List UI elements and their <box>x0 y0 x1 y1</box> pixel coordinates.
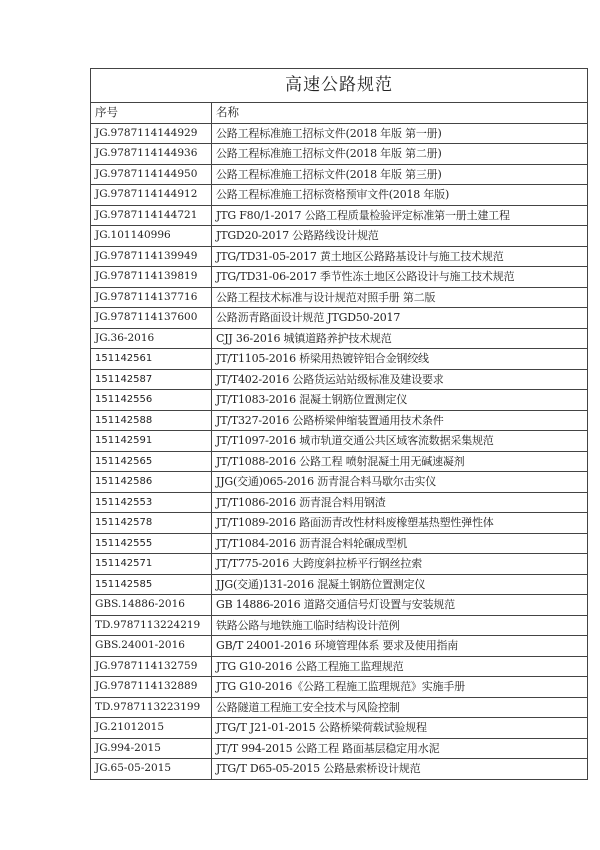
row-name: JT/T1083-2016 混凝土钢筋位置测定仪 <box>212 390 588 411</box>
standards-table-sheet <box>90 68 587 780</box>
row-name: JTG/T D65-05-2015 公路悬索桥设计规范 <box>212 759 588 780</box>
table-row <box>91 185 588 206</box>
row-name: JTG G10-2016《公路工程施工监理规范》实施手册 <box>212 677 588 698</box>
row-name: CJJ 36-2016 城镇道路养护技术规范 <box>212 328 588 349</box>
table-row <box>91 349 588 370</box>
table-row <box>91 308 588 329</box>
row-code: 151142561 <box>91 349 212 370</box>
table-row <box>91 287 588 308</box>
row-code: 151142571 <box>91 554 212 575</box>
table-row <box>91 759 588 780</box>
row-name: JTG G10-2016 公路工程施工监理规范 <box>212 656 588 677</box>
row-code: JG.9787114144936 <box>91 144 212 165</box>
table-row <box>91 697 588 718</box>
table-row <box>91 451 588 472</box>
row-name: JJG(交通)131-2016 混凝土钢筋位置测定仪 <box>212 574 588 595</box>
row-name: 公路隧道工程施工安全技术与风险控制 <box>212 697 588 718</box>
table-title: 高速公路规范 <box>91 69 588 103</box>
row-name: JT/T1097-2016 城市轨道交通公共区域客流数据采集规范 <box>212 431 588 452</box>
row-code: JG.994-2015 <box>91 738 212 759</box>
table-row <box>91 164 588 185</box>
row-name: JT/T1089-2016 路面沥青改性材料废橡塑基热塑性弹性体 <box>212 513 588 534</box>
table-body <box>91 123 588 779</box>
row-code: JG.9787114137716 <box>91 287 212 308</box>
row-name: JT/T 994-2015 公路工程 路面基层稳定用水泥 <box>212 738 588 759</box>
row-code: JG.9787114144950 <box>91 164 212 185</box>
row-name: JTG/T J21-01-2015 公路桥梁荷载试验规程 <box>212 718 588 739</box>
row-name: JT/T775-2016 大跨度斜拉桥平行钢丝拉索 <box>212 554 588 575</box>
row-name: JJG(交通)065-2016 沥青混合料马歇尔击实仪 <box>212 472 588 493</box>
header-row <box>91 103 588 124</box>
table-row <box>91 513 588 534</box>
row-code: 151142586 <box>91 472 212 493</box>
row-name: JT/T327-2016 公路桥梁伸缩装置通用技术条件 <box>212 410 588 431</box>
row-code: GBS.24001-2016 <box>91 636 212 657</box>
row-code: 151142553 <box>91 492 212 513</box>
table-row <box>91 472 588 493</box>
table-row <box>91 554 588 575</box>
row-code: JG.36-2016 <box>91 328 212 349</box>
row-code: JG.9787114132759 <box>91 656 212 677</box>
row-code: 151142588 <box>91 410 212 431</box>
row-name: GB 14886-2016 道路交通信号灯设置与安装规范 <box>212 595 588 616</box>
table-row <box>91 533 588 554</box>
table-row <box>91 226 588 247</box>
row-name: JTG/TD31-05-2017 黄土地区公路路基设计与施工技术规范 <box>212 246 588 267</box>
row-code: 151142591 <box>91 431 212 452</box>
row-name: JT/T1086-2016 沥青混合料用钢渣 <box>212 492 588 513</box>
standards-table <box>90 68 588 780</box>
row-code: 151142587 <box>91 369 212 390</box>
table-row <box>91 369 588 390</box>
table-row <box>91 595 588 616</box>
row-code: JG.21012015 <box>91 718 212 739</box>
table-row <box>91 246 588 267</box>
row-name: JT/T1105-2016 桥梁用热镀锌铝合金钢绞线 <box>212 349 588 370</box>
row-code: TD.9787113223199 <box>91 697 212 718</box>
row-code: 151142578 <box>91 513 212 534</box>
table-row <box>91 390 588 411</box>
row-name: JTG/TD31-06-2017 季节性冻土地区公路设计与施工技术规范 <box>212 267 588 288</box>
row-code: JG.65-05-2015 <box>91 759 212 780</box>
row-name: GB/T 24001-2016 环境管理体系 要求及使用指南 <box>212 636 588 657</box>
table-row <box>91 205 588 226</box>
row-code: 151142585 <box>91 574 212 595</box>
row-name: JT/T1088-2016 公路工程 喷射混凝土用无碱速凝剂 <box>212 451 588 472</box>
row-code: JG.101140996 <box>91 226 212 247</box>
table-row <box>91 492 588 513</box>
row-code: TD.9787113224219 <box>91 615 212 636</box>
row-name: JT/T1084-2016 沥青混合料轮碾成型机 <box>212 533 588 554</box>
table-row <box>91 656 588 677</box>
table-row <box>91 718 588 739</box>
table-row <box>91 431 588 452</box>
table-row <box>91 267 588 288</box>
column-header-name: 名称 <box>212 103 588 124</box>
row-name: 公路工程标准施工招标文件(2018 年版 第一册) <box>212 123 588 144</box>
table-row <box>91 123 588 144</box>
row-name: 公路工程标准施工招标文件(2018 年版 第二册) <box>212 144 588 165</box>
row-code: JG.9787114139819 <box>91 267 212 288</box>
row-code: JG.9787114132889 <box>91 677 212 698</box>
row-code: JG.9787114144912 <box>91 185 212 206</box>
row-name: 公路工程技术标准与设计规范对照手册 第二版 <box>212 287 588 308</box>
row-code: JG.9787114139949 <box>91 246 212 267</box>
table-row <box>91 410 588 431</box>
row-name: 铁路公路与地铁施工临时结构设计范例 <box>212 615 588 636</box>
row-name: JTG F80/1-2017 公路工程质量检验评定标准第一册土建工程 <box>212 205 588 226</box>
table-row <box>91 574 588 595</box>
row-code: JG.9787114144721 <box>91 205 212 226</box>
row-code: 151142565 <box>91 451 212 472</box>
row-name: 公路工程标准施工招标文件(2018 年版 第三册) <box>212 164 588 185</box>
table-row <box>91 144 588 165</box>
row-code: GBS.14886-2016 <box>91 595 212 616</box>
table-row <box>91 677 588 698</box>
row-code: 151142555 <box>91 533 212 554</box>
row-code: 151142556 <box>91 390 212 411</box>
row-name: JTGD20-2017 公路路线设计规范 <box>212 226 588 247</box>
row-name: JT/T402-2016 公路货运站站级标准及建设要求 <box>212 369 588 390</box>
table-row <box>91 615 588 636</box>
column-header-code: 序号 <box>91 103 212 124</box>
row-name: 公路沥青路面设计规范 JTGD50-2017 <box>212 308 588 329</box>
row-name: 公路工程标准施工招标资格预审文件(2018 年版) <box>212 185 588 206</box>
table-row <box>91 636 588 657</box>
table-row <box>91 738 588 759</box>
row-code: JG.9787114144929 <box>91 123 212 144</box>
row-code: JG.9787114137600 <box>91 308 212 329</box>
table-row <box>91 328 588 349</box>
